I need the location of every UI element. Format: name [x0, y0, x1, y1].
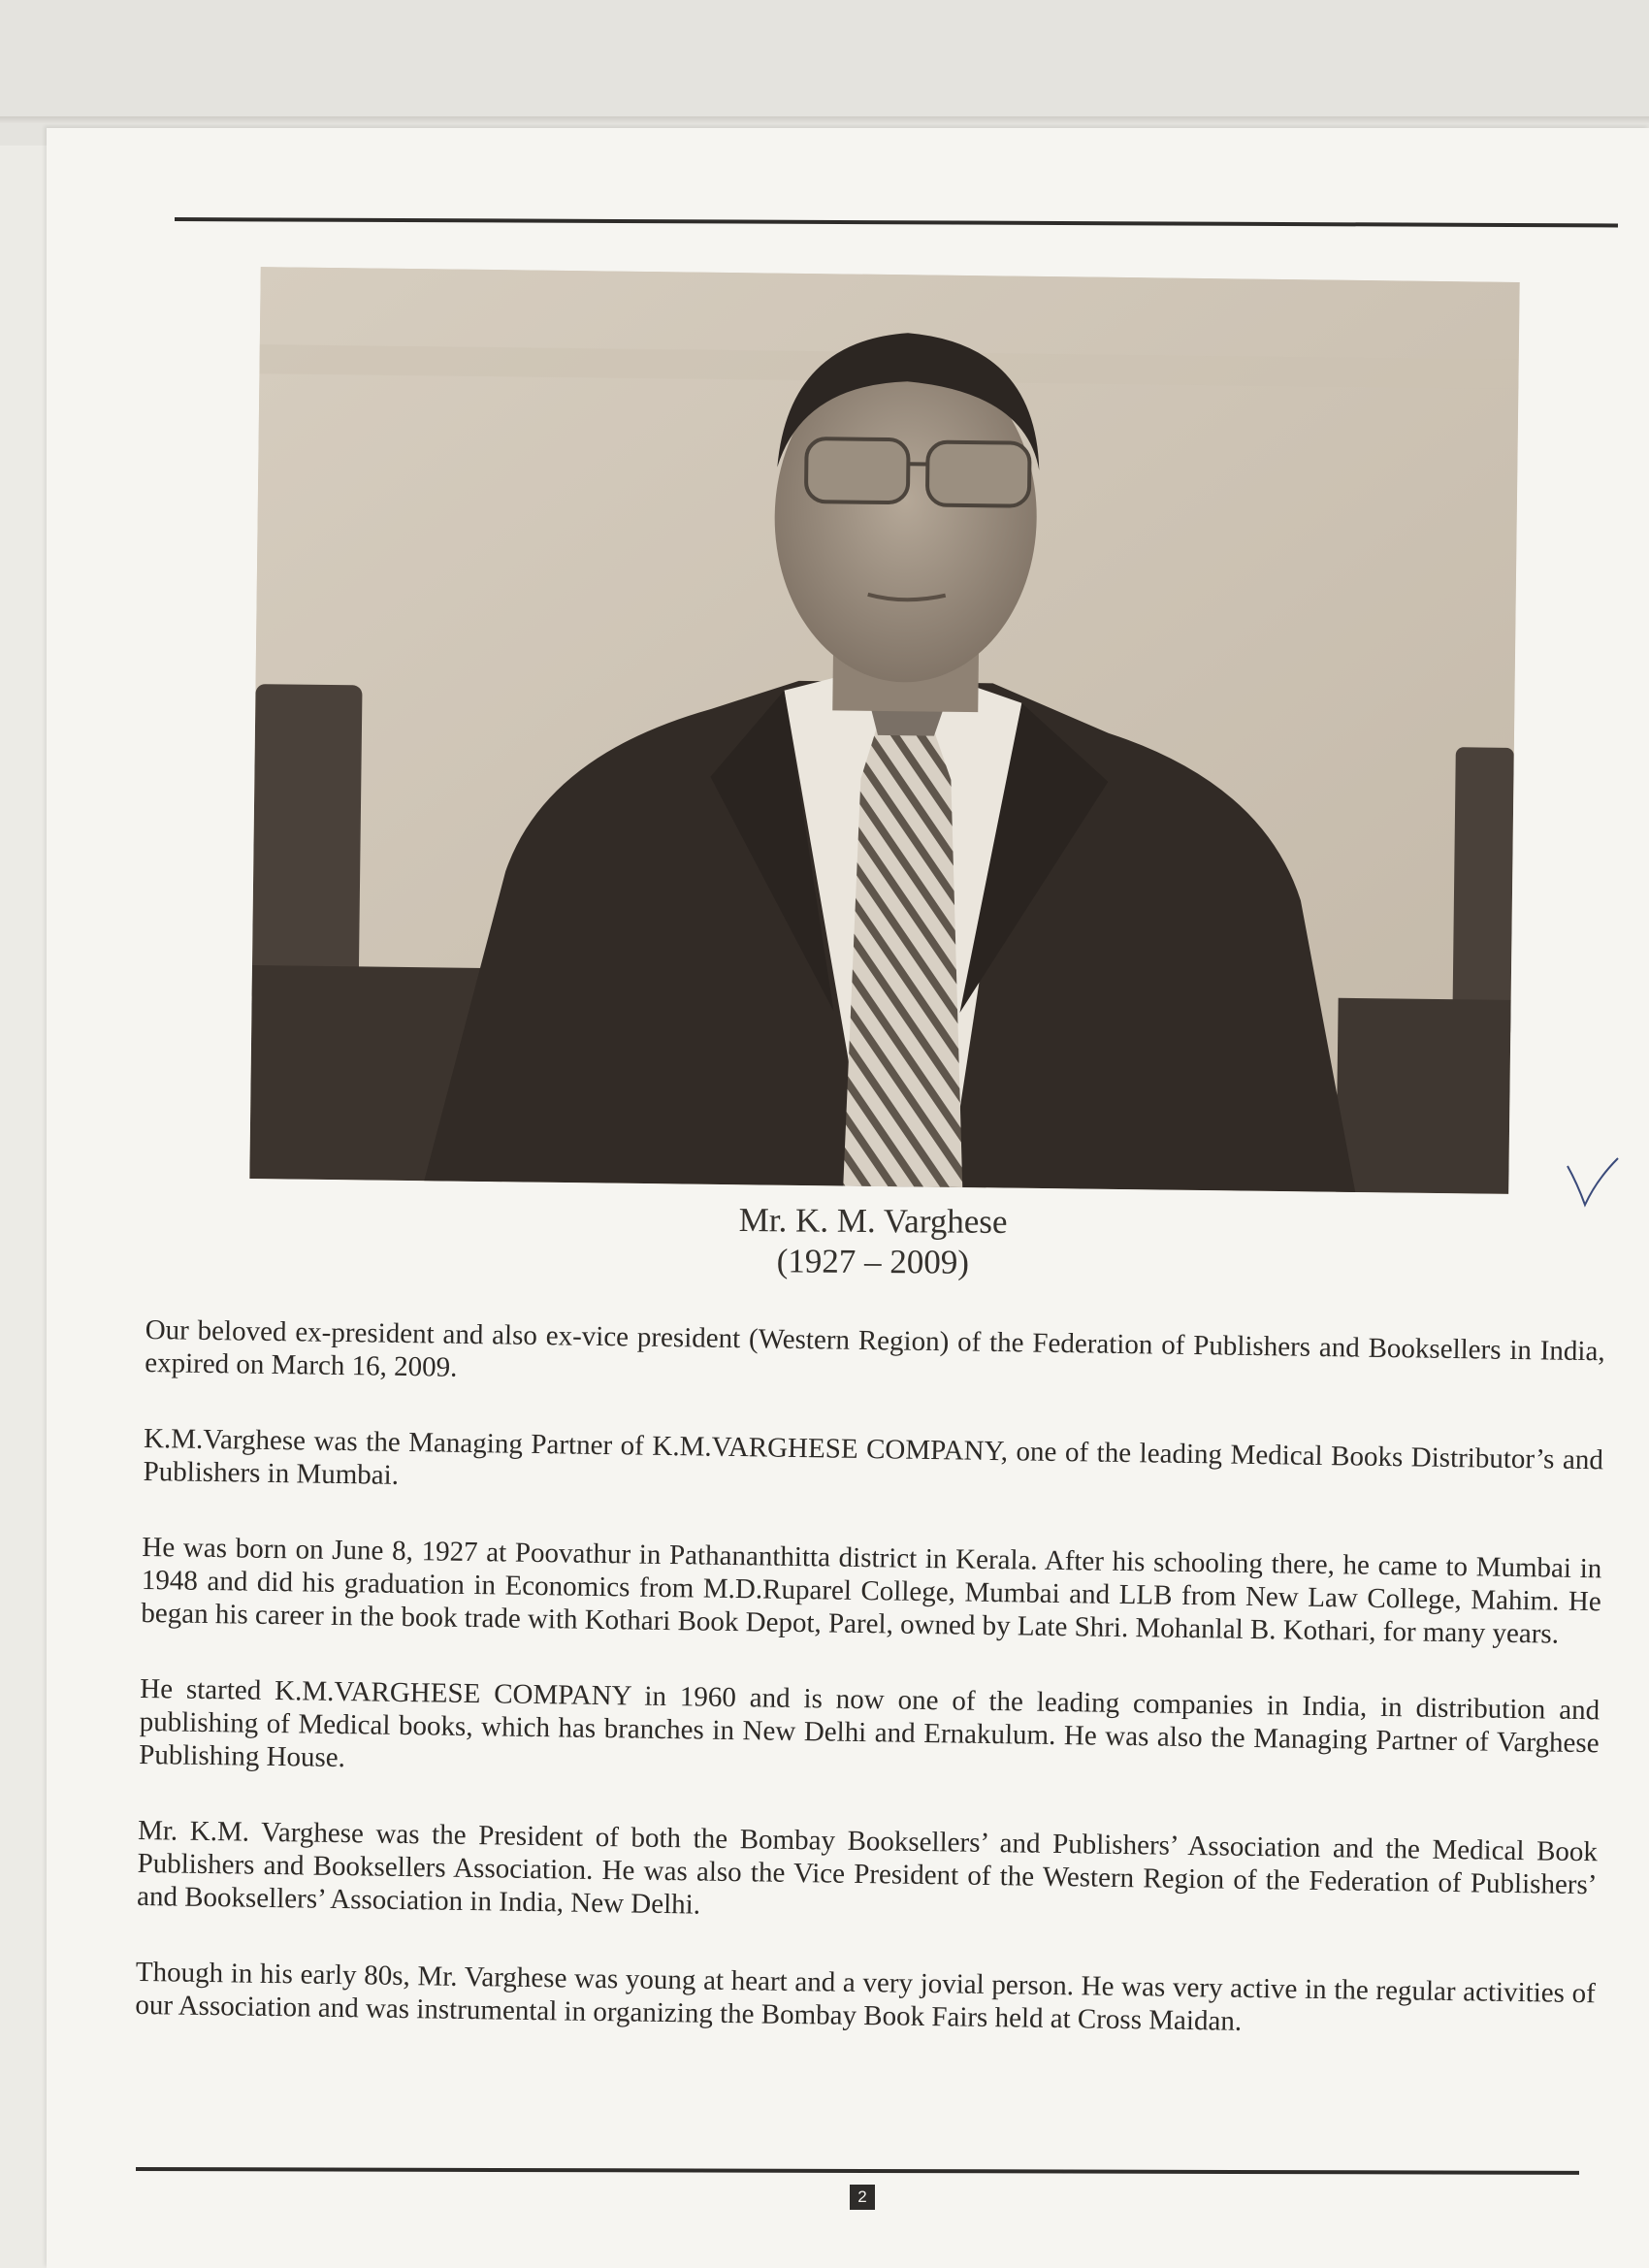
- paragraph: Our beloved ex-president and also ex-vice president (Western Region) of the Federation of Publishers and Booksellers in India, expired on March 16, 2009.: [145, 1313, 1605, 1383]
- paragraph: Mr. K.M. Varghese was the President of both the Bombay Booksellers’ and Publishers’ Association and the Medical Book Publishers and Booksellers Association. He was also the Vice President of the Western Region of the Federation of Publishers’ and Booksellers’ Association in India, New Delhi.: [136, 1814, 1599, 1921]
- check-icon: [1564, 1154, 1622, 1213]
- paragraph: He was born on June 8, 1927 at Poovathur in Pathananthitta district in Kerala. After his schooling there, he came to Mumbai in 1948 and did his graduation in Economics from M.D.Ruparel College, Mumbai and LLB from New Law College, Mahim. He began his career in the book trade with Kothari Book Depot, Parel, owned by Late Shri. Mohanlal B. Kothari, for many years.: [141, 1531, 1602, 1650]
- paragraph: K.M.Varghese was the Managing Partner of K.M.VARGHESE COMPANY, one of the leading Medical Books Distributor’s and Publishers in Mumbai.: [143, 1422, 1604, 1491]
- page-number: 2: [850, 2185, 875, 2210]
- portrait-photo: [249, 267, 1519, 1194]
- paragraph: He started K.M.VARGHESE COMPANY in 1960 and is now one of the leading companies in India, in distribution and publishing of Medical books, which has branches in New Delhi and Ernakulum. He was also the Managing Partner of Varghese Publishing House.: [139, 1672, 1600, 1774]
- caption-years: (1927 – 2009): [776, 1242, 970, 1281]
- paragraph: Though in his early 80s, Mr. Varghese was young at heart and a very jovial person. He was very active in the regular activities of our Association and was instrumental in organizing the Bombay Book Fairs held at Cross Maidan.: [135, 1956, 1596, 2037]
- caption-name: Mr. K. M. Varghese: [738, 1201, 1008, 1241]
- photo-caption: [582, 1199, 1165, 1284]
- obituary-text: [135, 1313, 1605, 2086]
- paper-edge: [0, 116, 1649, 124]
